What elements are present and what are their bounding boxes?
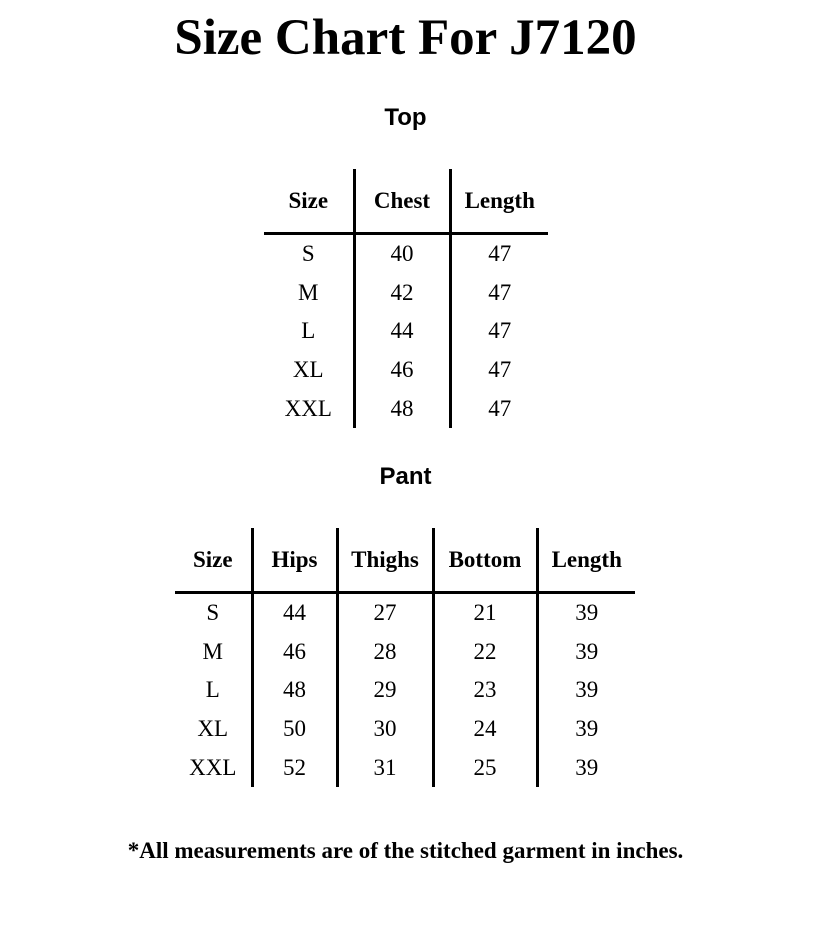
top-size-table xyxy=(264,169,548,428)
table-cell: 39 xyxy=(537,671,635,710)
table-header-row xyxy=(175,528,635,593)
table-cell: 28 xyxy=(337,633,433,672)
column-header-size: Size xyxy=(175,528,252,593)
table-row xyxy=(264,274,548,313)
table-row xyxy=(175,593,635,633)
table-cell: 48 xyxy=(252,671,337,710)
table-cell: S xyxy=(206,600,220,626)
table-cell: XXL xyxy=(284,395,332,421)
table-cell: 48 xyxy=(354,389,450,428)
table-cell: 39 xyxy=(537,633,635,672)
table-cell: 46 xyxy=(252,633,337,672)
table-cell: XXL xyxy=(189,754,237,780)
table-cell: 40 xyxy=(354,234,450,274)
column-header-hips: Hips xyxy=(252,528,337,593)
table-cell: 24 xyxy=(433,710,537,749)
table-row xyxy=(175,710,635,749)
table-cell: S xyxy=(301,241,315,267)
table-cell: XL xyxy=(197,716,229,742)
pant-size-table xyxy=(175,528,635,787)
table-cell: 29 xyxy=(337,671,433,710)
table-cell: 27 xyxy=(337,593,433,633)
table-cell: M xyxy=(298,279,319,305)
table-cell: 50 xyxy=(252,710,337,749)
table-cell: 23 xyxy=(433,671,537,710)
table-header-row xyxy=(264,169,548,234)
top-section-heading: Top xyxy=(384,104,427,131)
column-header-length: Length xyxy=(450,169,548,234)
column-header-bottom: Bottom xyxy=(433,528,537,593)
table-cell: 47 xyxy=(450,351,548,390)
table-row xyxy=(175,671,635,710)
column-header-chest: Chest xyxy=(354,169,450,234)
table-cell: 46 xyxy=(354,351,450,390)
table-row xyxy=(264,312,548,351)
table-cell: 47 xyxy=(450,312,548,351)
table-cell: 39 xyxy=(537,710,635,749)
table-row xyxy=(264,389,548,428)
measurement-footnote: *All measurements are of the stitched garment in inches. xyxy=(127,838,684,863)
table-cell: 47 xyxy=(450,274,548,313)
table-cell: 22 xyxy=(433,633,537,672)
table-cell: 30 xyxy=(337,710,433,749)
table-cell: 52 xyxy=(252,748,337,787)
table-cell: XL xyxy=(292,357,324,383)
table-cell: 47 xyxy=(450,234,548,274)
table-cell: 21 xyxy=(433,593,537,633)
table-cell: 47 xyxy=(450,389,548,428)
table-cell: 25 xyxy=(433,748,537,787)
table-row xyxy=(264,234,548,274)
table-cell: M xyxy=(202,638,223,664)
table-cell: 44 xyxy=(252,593,337,633)
table-cell: L xyxy=(205,677,220,703)
column-header-size: Size xyxy=(264,169,354,234)
column-header-length: Length xyxy=(537,528,635,593)
table-cell: 31 xyxy=(337,748,433,787)
column-header-thighs: Thighs xyxy=(337,528,433,593)
table-cell: 39 xyxy=(537,748,635,787)
table-row xyxy=(175,633,635,672)
table-cell: 39 xyxy=(537,593,635,633)
page-title: Size Chart For J7120 xyxy=(174,10,637,66)
table-row xyxy=(175,748,635,787)
pant-section-heading: Pant xyxy=(379,463,432,490)
table-cell: 44 xyxy=(354,312,450,351)
table-cell: 42 xyxy=(354,274,450,313)
table-cell: L xyxy=(301,318,316,344)
table-row xyxy=(264,351,548,390)
